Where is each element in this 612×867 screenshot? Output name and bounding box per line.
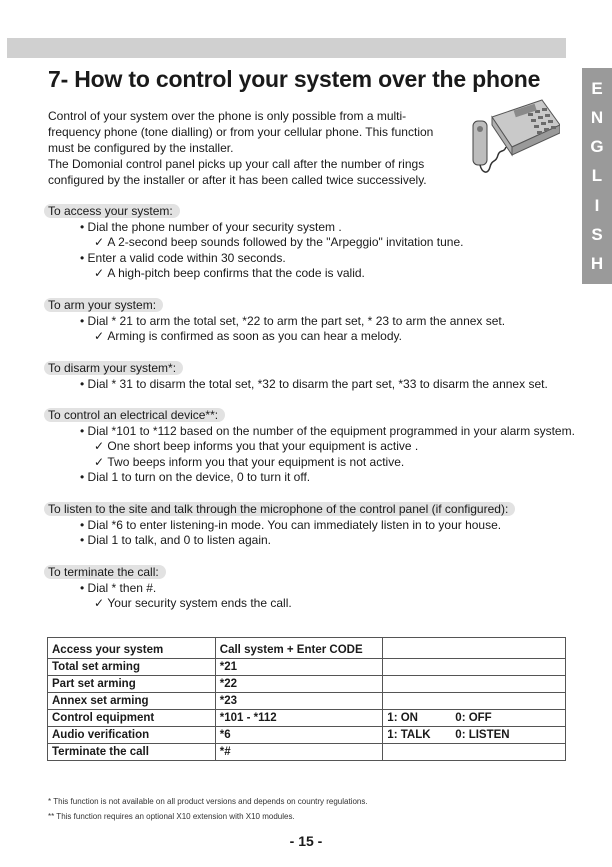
bullet-line: • Dial *101 to *112 based on the number of the equipment programmed in your alarm system. xyxy=(80,424,584,440)
bullet-line: • Enter a valid code within 30 seconds. xyxy=(80,251,584,267)
check-line: ✓ Two beeps inform you that your equipment is not active. xyxy=(94,455,584,471)
language-tab xyxy=(582,68,612,284)
table-cell xyxy=(383,638,566,659)
table-cell: *101 - *112 xyxy=(215,710,383,727)
table-cell: Annex set arming xyxy=(48,693,216,710)
bullet-line: • Dial the phone number of your security system . xyxy=(80,220,584,236)
check-line: ✓ Arming is confirmed as soon as you can hear a melody. xyxy=(94,329,584,345)
telephone-icon xyxy=(470,95,560,180)
table-cell: *22 xyxy=(215,676,383,693)
language-letter: H xyxy=(590,253,604,273)
footnote: * This function is not available on all product versions and depends on country regulations. xyxy=(48,797,368,806)
table-option: 0: OFF xyxy=(455,712,492,724)
bullet-line: • Dial * then #. xyxy=(80,581,584,597)
table-cell: Call system + Enter CODE xyxy=(215,638,383,659)
language-letter: I xyxy=(594,195,600,215)
access-section xyxy=(44,204,584,282)
footnote: ** This function requires an optional X10 extension with X10 modules. xyxy=(48,812,295,821)
arm-section xyxy=(44,298,584,345)
table-cell: *# xyxy=(215,744,383,761)
table-option: 0: LISTEN xyxy=(455,729,510,741)
listen-section xyxy=(44,502,584,549)
language-letter: L xyxy=(591,166,603,186)
table-cell: Terminate the call xyxy=(48,744,216,761)
table-cell: *6 xyxy=(215,727,383,744)
page-number: - 15 - xyxy=(289,833,323,849)
table-cell: *23 xyxy=(215,693,383,710)
table-cell xyxy=(383,727,566,744)
language-letter: S xyxy=(591,224,603,244)
table-cell: Part set arming xyxy=(48,676,216,693)
language-letter: G xyxy=(590,137,604,157)
table-cell xyxy=(383,659,566,676)
table-cell: Control equipment xyxy=(48,710,216,727)
table-row xyxy=(48,676,566,693)
table-row xyxy=(48,638,566,659)
command-table xyxy=(47,637,566,761)
table-cell: Access your system xyxy=(48,638,216,659)
table-option: 1: ON xyxy=(387,712,418,724)
device-section xyxy=(44,408,584,486)
table-row xyxy=(48,727,566,744)
disarm-section xyxy=(44,361,584,392)
table-cell xyxy=(383,693,566,710)
table-cell xyxy=(383,744,566,761)
section-heading: To terminate the call: xyxy=(44,565,166,579)
table-row xyxy=(48,744,566,761)
bullet-line: • Dial 1 to talk, and 0 to listen again. xyxy=(80,533,584,549)
table-cell xyxy=(383,710,566,727)
bullet-line: • Dial * 31 to disarm the total set, *32 to disarm the part set, *33 to disarm the annex set. xyxy=(80,377,584,393)
section-heading: To access your system: xyxy=(44,204,180,218)
header-bar xyxy=(7,38,566,58)
section-heading: To listen to the site and talk through the microphone of the control panel (if configured): xyxy=(44,502,515,516)
table-cell xyxy=(383,676,566,693)
language-letter: N xyxy=(590,108,604,128)
intro-paragraph: Control of your system over the phone is only possible from a multi-frequency phone (tone dialling) or from your cellular phone. This function must be configured by the installer. xyxy=(48,109,434,155)
check-line: ✓ A 2-second beep sounds followed by the "Arpeggio" invitation tune. xyxy=(94,235,584,251)
table-option: 1: TALK xyxy=(387,729,431,741)
bullet-line: • Dial 1 to turn on the device, 0 to turn it off. xyxy=(80,470,584,486)
bullet-line: • Dial * 21 to arm the total set, *22 to arm the part set, * 23 to arm the annex set. xyxy=(80,314,584,330)
bullet-line: • Dial *6 to enter listening-in mode. You can immediately listen in to your house. xyxy=(80,518,584,534)
language-letter: E xyxy=(591,79,603,99)
page-title: 7- How to control your system over the phone xyxy=(48,66,541,92)
terminate-section xyxy=(44,565,584,612)
table-cell: *21 xyxy=(215,659,383,676)
check-line: ✓ One short beep informs you that your equipment is active . xyxy=(94,439,584,455)
check-line: ✓ Your security system ends the call. xyxy=(94,596,584,612)
check-line: ✓ A high-pitch beep confirms that the code is valid. xyxy=(94,266,584,282)
table-row xyxy=(48,659,566,676)
table-cell: Total set arming xyxy=(48,659,216,676)
table-row xyxy=(48,693,566,710)
table-row xyxy=(48,710,566,727)
intro-paragraph: The Domonial control panel picks up your call after the number of rings configured by the installer or after it has been called twice successively. xyxy=(48,157,427,187)
table-cell: Audio verification xyxy=(48,727,216,744)
section-heading: To control an electrical device**: xyxy=(44,408,225,422)
intro-text xyxy=(48,108,448,188)
section-heading: To arm your system: xyxy=(44,298,163,312)
section-heading: To disarm your system*: xyxy=(44,361,183,375)
